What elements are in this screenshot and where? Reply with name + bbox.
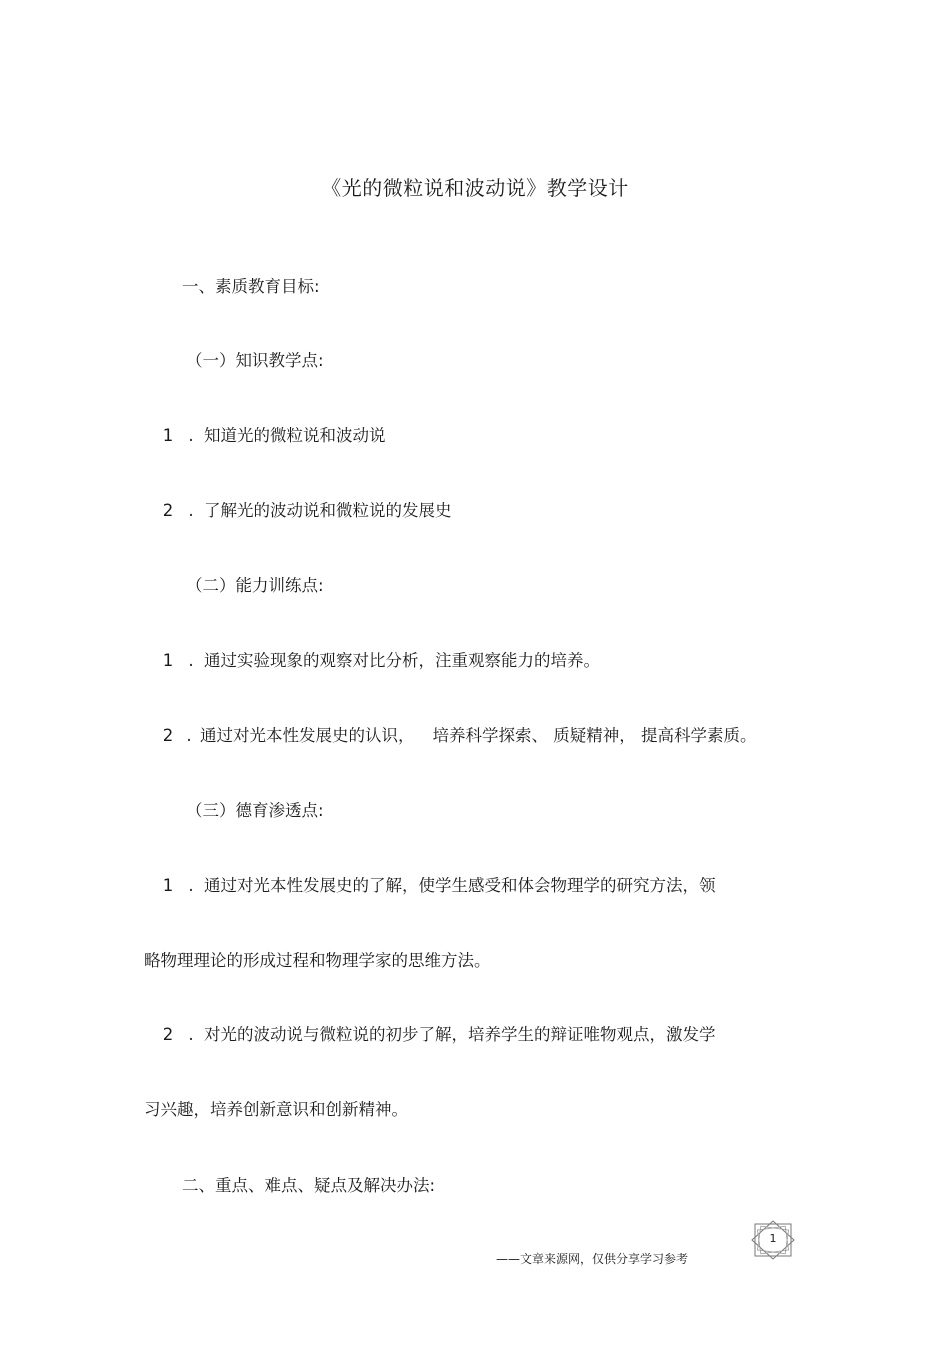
item-number: 1: [162, 651, 174, 670]
item-text: 通过对光本性发展史的了解，使学生感受和体会物理学的研究方法，领: [204, 876, 716, 895]
item-dot: .: [186, 726, 192, 745]
item-text-wrap: 略物理理论的形成过程和物理学家的思维方法。: [144, 951, 491, 970]
item-number: 1: [162, 876, 174, 895]
page-number: 1: [769, 1232, 777, 1245]
item-number: 2: [162, 726, 174, 745]
list-item: [158, 875, 716, 897]
item-text: 通过对光本性发展史的认识，: [200, 726, 415, 745]
page-number-badge: [749, 1220, 797, 1260]
item-number: 1: [162, 426, 174, 445]
knowledge-heading: （一）知识教学点:: [186, 351, 324, 370]
item-dot: .: [188, 501, 194, 520]
document-title: 《光的微粒说和波动说》教学设计: [321, 176, 629, 200]
item-text: 知道光的微粒说和波动说: [204, 426, 386, 445]
item-number: 2: [162, 1025, 174, 1044]
footer-source-note: ——文章来源网，仅供分享学习参考: [496, 1252, 689, 1266]
item-dot: .: [188, 876, 194, 895]
list-item: [158, 1024, 716, 1046]
moral-heading: （三）德育渗透点:: [186, 801, 324, 820]
item-text: 通过实验现象的观察对比分析，注重观察能力的培养。: [204, 651, 600, 670]
section-heading-1: 一、素质教育目标:: [182, 277, 320, 296]
item-text: 对光的波动说与微粒说的初步了解，培养学生的辩证唯物观点，激发学: [204, 1025, 716, 1044]
item-number: 2: [162, 501, 174, 520]
list-item: [158, 725, 757, 747]
ability-heading: （二）能力训练点:: [186, 576, 324, 595]
item-dot: .: [188, 651, 194, 670]
list-item: [158, 650, 600, 672]
list-item: [158, 500, 452, 522]
section-heading-2: 二、重点、难点、疑点及解决办法:: [182, 1176, 436, 1195]
item-text: 了解光的波动说和微粒说的发展史: [204, 501, 452, 520]
list-item: [158, 425, 386, 447]
item-dot: .: [188, 426, 194, 445]
item-text-continued: 培养科学探索、 质疑精神， 提高科学素质。: [432, 726, 757, 745]
item-text-wrap: 习兴趣，培养创新意识和创新精神。: [144, 1100, 408, 1119]
item-dot: .: [188, 1025, 194, 1044]
